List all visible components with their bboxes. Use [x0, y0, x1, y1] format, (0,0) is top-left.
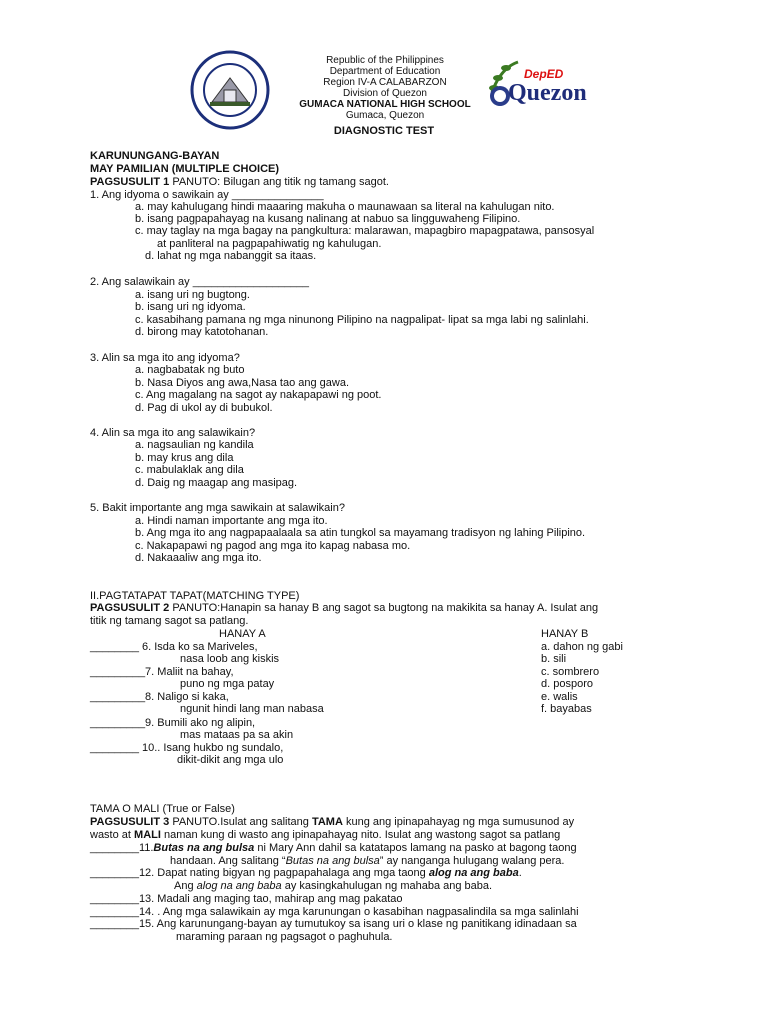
question-5-option-b: b. Ang mga ito ang nagpapaalaala sa atin tungkol sa mayamang tradisyon ng lahing Pilipino.	[135, 527, 586, 539]
pagsusulit-2-directions	[90, 602, 598, 614]
tf-item-12-text: ________12. Dapat nating bigyan ng pagpapahalaga ang mga taong	[90, 867, 429, 879]
header-line-3: Region IV-A CALABARZON	[323, 77, 447, 88]
tf-item-12	[90, 867, 522, 879]
deped-label: DepED	[524, 67, 564, 81]
tf-item-11-idiom: Butas na ang bulsa	[153, 842, 255, 854]
matching-item-10: ________ 10.. Isang hukbo ng sundalo,	[90, 742, 284, 754]
question-5-option-c: c. Nakapapawi ng pagod ang mga ito kapag nabasa mo.	[135, 540, 411, 552]
school-seal-text	[198, 30, 225, 42]
tf-item-12-text-3: ay kasingkahulugan ng mahaba ang baba.	[281, 880, 493, 892]
test-type-heading: MAY PAMILIAN (MULTIPLE CHOICE)	[90, 163, 280, 175]
question-4-stem: 4. Alin sa mga ito ang salawikain?	[90, 427, 256, 439]
question-2-option-b: b. isang uri ng idyoma.	[135, 301, 246, 313]
header-line-1: Republic of the Philippines	[326, 55, 444, 66]
pagsusulit-3-panuto-c: wasto at	[90, 829, 135, 841]
header-line-2: Department of Education	[329, 66, 441, 77]
tf-item-11-idiom-2: Butas na ang bulsa	[285, 855, 380, 867]
pagsusulit-3-panuto-b: kung ang ipinapahayag ng mga sumusunod ay	[342, 816, 575, 828]
tf-item-11-cont	[170, 855, 564, 867]
question-4-option-a: a. nagsaulian ng kandila	[135, 439, 254, 451]
question-4-option-b: b. may krus ang dila	[135, 452, 234, 464]
question-1-option-d: d. lahat ng mga nabanggit sa itaas.	[145, 250, 317, 262]
pagsusulit-3-panuto-d: naman kung di wasto ang ipinapahayag nito. Isulat ang wastong sagot sa patlang	[160, 829, 561, 841]
matching-item-7-cont: puno ng mga patay	[180, 678, 275, 690]
matching-item-8-cont: ngunit hindi lang man nabasa	[180, 703, 324, 715]
pagsusulit-1-label: PAGSUSULIT 1	[90, 176, 170, 188]
question-4-option-d: d. Daig ng maagap ang masipag.	[135, 477, 298, 489]
school-name: GUMACA NATIONAL HIGH SCHOOL	[299, 99, 471, 110]
pagsusulit-1-directions	[90, 176, 389, 188]
mali-keyword: MALI	[134, 829, 161, 841]
choice-b: b. sili	[541, 653, 567, 665]
matching-item-6-cont: nasa loob ang kiskis	[180, 653, 280, 665]
hanay-a-header: HANAY A	[219, 628, 266, 640]
tf-item-12-cont	[174, 880, 492, 892]
tama-keyword: TAMA	[311, 816, 343, 828]
pagsusulit-3-label: PAGSUSULIT 3	[90, 816, 170, 828]
pagsusulit-3-directions-cont	[90, 829, 560, 841]
question-4-option-c: c. mabulaklak ang dila	[135, 464, 244, 476]
tf-item-12-idiom-2: alog na ang baba	[196, 880, 282, 892]
tf-item-15-cont: maraming paraan ng pagsagot o paghuhula.	[176, 931, 393, 943]
true-false-heading: TAMA O MALI (True or False)	[90, 803, 235, 815]
question-1-stem: 1. Ang idyoma o sawikain ay _______________	[90, 189, 324, 201]
tf-item-13: ________13. Madali ang maging tao, mahirap ang mag pakatao	[90, 893, 403, 905]
question-2-option-c: c. kasabihang pamana ng mga ninunong Pilipino na nagpalipat- lipat sa mga labi ng salinlahi.	[135, 314, 589, 326]
tf-item-14: ________14. . Ang mga salawikain ay mga karunungan o kasabihan nagpasalindila sa mga salinlahi	[90, 906, 579, 918]
question-2-option-d: d. birong may katotohanan.	[135, 326, 269, 338]
choice-f: f. bayabas	[541, 703, 592, 715]
header-line-4: Division of Quezon	[343, 88, 427, 99]
subject-heading: KARUNUNGANG-BAYAN	[90, 150, 220, 162]
question-5-stem: 5. Bakit importante ang mga sawikain at salawikain?	[90, 502, 345, 514]
choice-a: a. dahon ng gabi	[541, 641, 623, 653]
choice-c: c. sombrero	[541, 666, 600, 678]
matching-heading: II.PAGTATAPAT TAPAT(MATCHING TYPE)	[90, 590, 300, 602]
matching-item-7: _________7. Maliit na bahay,	[90, 666, 234, 678]
pagsusulit-2-directions-cont: titik ng tamang sagot sa patlang.	[90, 615, 249, 627]
question-1-option-c-cont: at panliteral na pagpapahiwatig ng kahulugan.	[157, 238, 382, 250]
tf-item-11-blank: ________11.	[90, 842, 154, 854]
choice-e: e. walis	[541, 691, 578, 703]
tf-item-12-period: .	[518, 867, 522, 879]
question-1-option-c: c. may taglay na mga bagay na pangkultura: malarawan, mapagbiro mapagpatawa, pansosyal	[135, 225, 595, 237]
question-2-option-a: a. isang uri ng bugtong.	[135, 289, 250, 301]
page-title: DIAGNOSTIC TEST	[333, 125, 435, 137]
pagsusulit-1-panuto: PANUTO: Bilugan ang titik ng tamang sagot.	[169, 176, 389, 188]
pagsusulit-2-panuto: PANUTO:Hanapin sa hanay B ang sagot sa bugtong na makikita sa hanay A. Isulat ang	[169, 602, 599, 614]
tf-item-11	[90, 842, 577, 854]
matching-item-8: _________8. Naligo si kaka,	[90, 691, 229, 703]
matching-item-9: _________9. Bumili ako ng alipin,	[90, 717, 256, 729]
matching-item-6: ________ 6. Isda ko sa Mariveles,	[90, 641, 258, 653]
pagsusulit-3-panuto-a: PANUTO.Isulat ang salitang	[169, 816, 312, 828]
tf-item-11-text-3: ” ay nanganga hulugang walang pera.	[379, 855, 565, 867]
quezon-label: Quezon	[508, 80, 587, 106]
pagsusulit-3-directions	[90, 816, 574, 828]
question-5-option-a: a. Hindi naman importante ang mga ito.	[135, 515, 328, 527]
tf-item-15: ________15. Ang karunungang-bayan ay tumutukoy sa isang uri o klase ng panitikang idinadaan sa	[90, 918, 577, 930]
tf-item-12-idiom: alog na ang baba	[428, 867, 519, 879]
question-3-option-b: b. Nasa Diyos ang awa,Nasa tao ang gawa.	[135, 377, 350, 389]
hanay-b-header: HANAY B	[541, 628, 589, 640]
question-1-option-b: b. isang pagpapahayag na kusang nalinang at nabuo sa lingguwaheng Filipino.	[135, 213, 521, 225]
question-5-option-d: d. Nakaaaliw ang mga ito.	[135, 552, 262, 564]
question-2-stem: 2. Ang salawikain ay ___________________	[90, 276, 309, 288]
question-3-option-c: c. Ang magalang na sagot ay nakapapawi ng poot.	[135, 389, 382, 401]
question-3-stem: 3. Alin sa mga ito ang idyoma?	[90, 352, 240, 364]
question-1-option-a: a. may kahulugang hindi maaaring makuha o maunawaan sa literal na kahulugan nito.	[135, 201, 555, 213]
question-3-option-a: a. nagbabatak ng buto	[135, 364, 245, 376]
header-line-6: Gumaca, Quezon	[345, 110, 425, 121]
matching-item-9-cont: mas mataas pa sa akin	[180, 729, 294, 741]
tf-item-12-text-2: Ang	[174, 880, 197, 892]
choice-d: d. posporo	[541, 678, 593, 690]
tf-item-11-text: ni Mary Ann dahil sa katatapos lamang na pasko at bagong taong	[254, 842, 577, 854]
tf-item-11-text-2: handaan. Ang salitang “	[170, 855, 286, 867]
question-3-option-d: d. Pag di ukol ay di bubukol.	[135, 402, 273, 414]
matching-item-10-cont: dikit-dikit ang mga ulo	[177, 754, 284, 766]
pagsusulit-2-label: PAGSUSULIT 2	[90, 602, 170, 614]
